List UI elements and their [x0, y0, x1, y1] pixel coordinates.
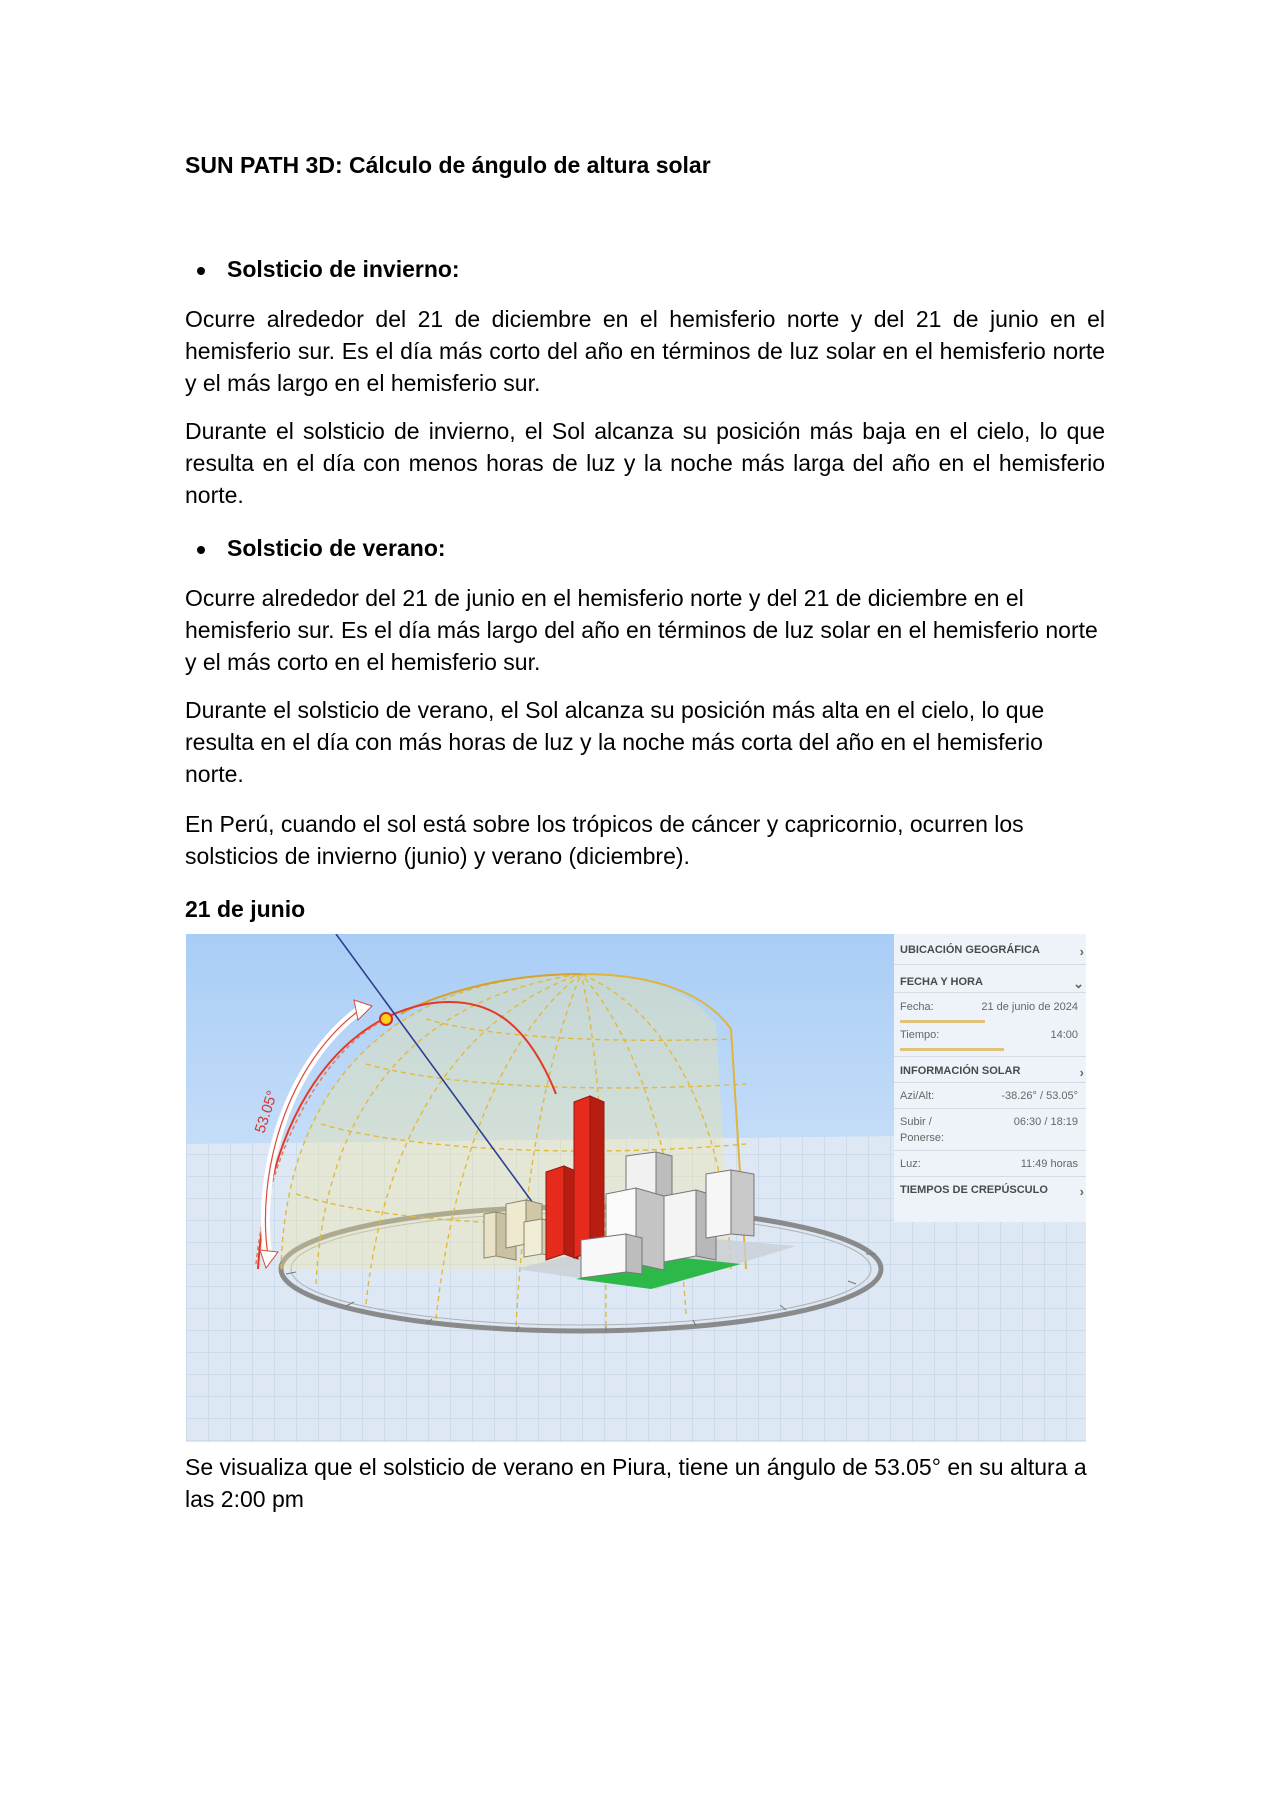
figure-heading: 21 de junio [185, 896, 306, 922]
time-label: Tiempo: [900, 1029, 940, 1041]
chevron-right-icon: › [1079, 1184, 1084, 1199]
altitude-angle-label: 53.05° [251, 1088, 282, 1136]
winter-paragraph-2: Durante el solsticio de invierno, el Sol alcanza su posición más baja en el cielo, lo que resulta en el día con menos horas de luz y la noche más larga del año en el hemisferio norte. [185, 418, 1105, 508]
time-value: 14:00 [1050, 1029, 1078, 1041]
solar-info-panel [894, 934, 1086, 1222]
page-title: SUN PATH 3D: Cálculo de ángulo de altura solar [185, 152, 711, 178]
panel-divider [894, 1150, 1086, 1151]
twilight-header[interactable] [894, 1184, 1086, 1199]
panel-divider [894, 992, 1086, 993]
solar-header-label: INFORMACIÓN SOLAR [900, 1065, 1021, 1077]
daylight-value: 11:49 horas [1020, 1158, 1078, 1170]
summer-paragraph-3: En Perú, cuando el sol está sobre los trópicos de cáncer y capricornio, ocurren los solsticios de invierno (junio) y verano (diciembre). [185, 811, 1024, 869]
chevron-right-icon: › [1079, 1065, 1084, 1080]
time-slider[interactable] [900, 1048, 1004, 1051]
date-slider[interactable] [900, 1020, 985, 1023]
daylight-label: Luz: [900, 1158, 921, 1170]
panel-divider [894, 1108, 1086, 1109]
set-label: Ponerse: [900, 1132, 945, 1144]
solar-info-header[interactable] [894, 1065, 1086, 1080]
summer-paragraph-1: Ocurre alrededor del 21 de junio en el hemisferio norte y del 21 de diciembre en el hemisferio sur. Es el día más largo del año en términos de luz solar en el hemisferio norte y el más corto en el hemisferio sur. [185, 585, 1098, 675]
date-value: 21 de junio de 2024 [981, 1001, 1078, 1013]
chevron-right-icon: › [1079, 944, 1084, 959]
panel-divider [894, 964, 1086, 965]
location-header[interactable] [894, 944, 1086, 959]
figure-caption: Se visualiza que el solsticio de verano en Piura, tiene un ángulo de 53.05° en su altura a las 2:00 pm [185, 1454, 1087, 1512]
datetime-header-label: FECHA Y HORA [900, 976, 983, 988]
sun-path-3d-view[interactable] [186, 934, 1086, 1442]
chevron-down-icon: ⌄ [1073, 976, 1084, 991]
summer-paragraph-2: Durante el solsticio de verano, el Sol alcanza su posición más alta en el cielo, lo que resulta en el día con más horas de luz y la noche más corta del año en el hemisferio norte. [185, 697, 1045, 787]
summer-solstice-heading: Solsticio de verano: [227, 535, 446, 561]
twilight-header-label: TIEMPOS DE CREPÚSCULO [900, 1184, 1048, 1196]
date-label: Fecha: [900, 1001, 934, 1013]
datetime-header[interactable] [894, 976, 1086, 991]
panel-divider [894, 1056, 1086, 1057]
panel-divider [894, 1082, 1086, 1083]
sun-position-marker[interactable] [380, 1013, 392, 1025]
azi-alt-label: Azi/Alt: [900, 1090, 935, 1102]
azi-alt-value: -38.26° / 53.05° [1001, 1090, 1078, 1102]
location-header-label: UBICACIÓN GEOGRÁFICA [900, 944, 1040, 956]
winter-solstice-heading: Solsticio de invierno: [227, 256, 460, 282]
winter-paragraph-1: Ocurre alrededor del 21 de diciembre en el hemisferio norte y del 21 de junio en el hemisferio sur. Es el día más corto del año en términos de luz solar en el hemisferio norte y el más largo en el hemisferio sur. [185, 306, 1105, 396]
rise-set-value: 06:30 / 18:19 [1013, 1116, 1078, 1128]
panel-divider [894, 1176, 1086, 1177]
rise-label: Subir / [900, 1116, 932, 1128]
